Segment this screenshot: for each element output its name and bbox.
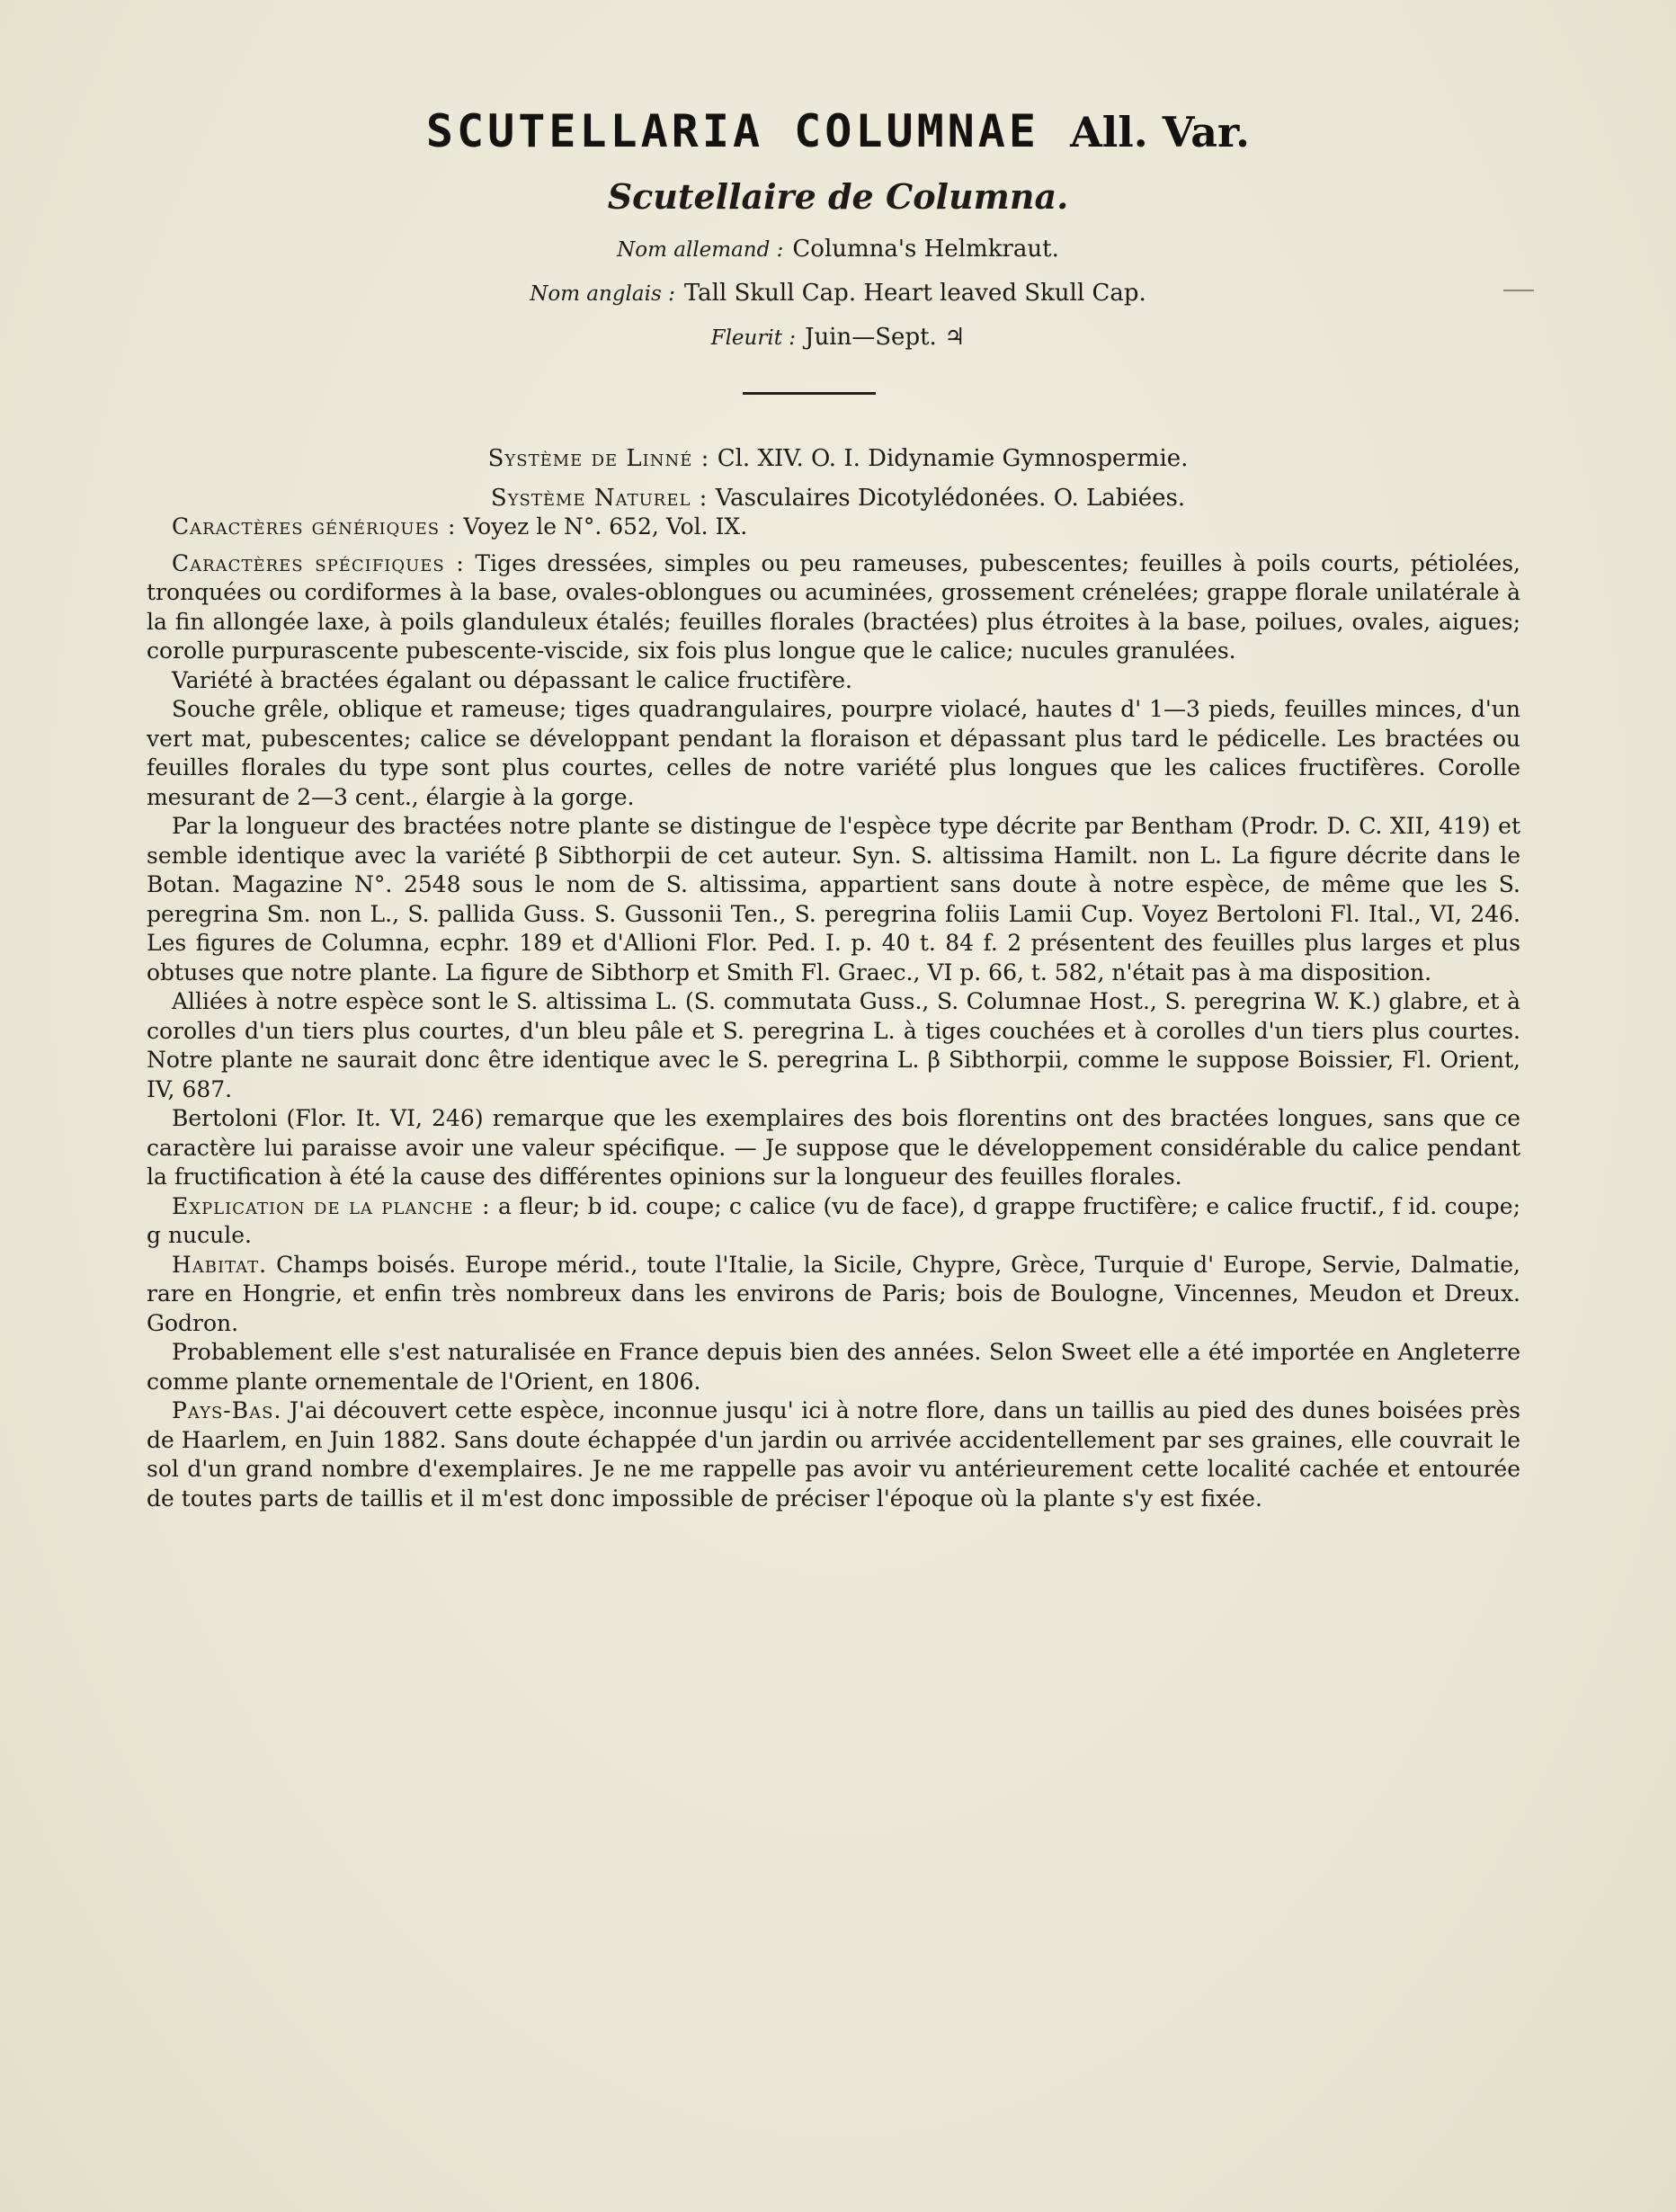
english-name-line [0,272,1676,316]
habitat-text: Champs boisés. Europe mérid., toute l'Italie, la Sicile, Chypre, Grèce, Turquie d' Europe, Servie, Dalmatie, rare en Hongrie, et enfin très nombreux dans les environs de Paris; bois de Boulogne, Vincennes, Meudon et Dreux. Godron. [147,1251,1520,1336]
bract-length-paragraph: Par la longueur des bractées notre plante se distingue de l'espèce type décrite par Bentham (Prodr. D. C. XII, 419) et semble identique avec la variété β Sibthorpii de cet auteur. Syn. S. altissima Hamilt. non L. La figure décrite dans le Botan. Magazine N°. 2548 sous le nom de S. altissima, appartient sans doute à notre espèce, de même que les S. peregrina Sm. non L., S. pallida Guss. S. Gussonii Ten., S. peregrina foliis Lamii Cup. Voyez Bertoloni Fl. Ital., VI, 246. Les figures de Columna, ecphr. 189 et d'Allioni Flor. Ped. I. p. 40 t. 84 f. 2 présentent des feuilles plus larges et plus obtuses que notre plante. La figure de Sibthorp et Smith Fl. Graec., VI p. 66, t. 582, n'était pas à ma disposition. [147,813,1520,986]
bertoloni-paragraph: Bertoloni (Flor. It. VI, 246) remarque que les exemplaires des bois florentins ont des bractées longues, sans que ce caractère lui paraisse avoir une valeur spécifique. — Je suppose que le développement considérable du calice pendant la fructification à été la cause des différentes opinions sur la longueur des feuilles florales. [147,1105,1520,1190]
german-name-line [0,227,1676,272]
linne-system-value: Cl. XIV. O. I. Didynamie Gymnospermie. [717,445,1189,472]
natural-system-label: Système Naturel : [490,485,709,512]
description-body [147,513,1520,1513]
title-genus-species: SCUTELLARIA COLUMNAE [425,105,1039,157]
english-name-value: Tall Skull Cap. Heart leaved Skull Cap. [683,280,1146,307]
plate-explanation-text: a fleur; b id. coupe; c calice (vu de face), d grappe fructifère; e calice fructif., f id. coupe; g nucule. [147,1192,1520,1248]
specific-characters-label: Caractères spécifiques : [172,549,465,576]
flowering-value: Juin—Sept. ♃ [805,324,966,351]
stray-mark [1503,290,1534,291]
linne-system-line [0,439,1676,478]
plate-explanation-label: Explication de la planche : [172,1192,491,1219]
specific-characters-paragraph [147,549,1520,666]
divider-rule [743,392,876,395]
english-name-label: Nom anglais : [530,282,675,306]
allied-species-paragraph: Alliées à notre espèce sont le S. altissima L. (S. commutata Guss., S. Columnae Host., S. peregrina W. K.) glabre, et à corolles d'un tiers plus courtes, d'un bleu pâle et S. peregrina L. à tiges couchées et à corolles d'un tiers plus courtes. Notre plante ne saurait donc être identique avec le S. peregrina L. β Sibthorpii, comme le suppose Boissier, Fl. Orient, IV, 687. [147,988,1520,1102]
naturalised-paragraph: Probablement elle s'est naturalisée en France depuis bien des années. Selon Sweet elle a été importée en Angleterre comme plante ornementale de l'Orient, en 1806. [147,1339,1520,1395]
german-name-label: Nom allemand : [617,238,784,262]
natural-system-value: Vasculaires Dicotylédonées. O. Labiées. [715,485,1186,512]
plate-explanation-paragraph [147,1192,1520,1251]
linne-system-label: Système de Linné : [487,445,710,472]
generic-characters-label: Caractères génériques : [172,513,457,540]
habitat-paragraph [147,1251,1520,1339]
habitat-label: Habitat. [172,1251,268,1278]
rootstock-paragraph: Souche grêle, oblique et rameuse; tiges quadrangulaires, pourpre violacé, hautes d' 1—3 pieds, feuilles minces, d'un vert mat, pubescentes; calice se développant pendant la floraison et dépassant plus tard le pédicelle. Les bractées ou feuilles florales du type sont plus courtes, celles de notre variété plus longues que les calices fructifères. Corolle mesurant de 2—3 cent., élargie à la gorge. [147,696,1520,810]
variety-paragraph: Variété à bractées égalant ou dépassant le calice fructifère. [172,666,852,693]
flowering-label: Fleurit : [710,326,797,350]
generic-characters-paragraph [147,513,1520,542]
german-name-value: Columna's Helmkraut. [792,236,1059,263]
netherlands-label: Pays-Bas. [172,1397,282,1423]
french-name: Scutellaire de Columna. [607,176,1069,217]
header [0,99,1676,360]
generic-characters-text: Voyez le N°. 652, Vol. IX. [463,513,748,540]
title-suffix: All. Var. [1070,108,1251,156]
classification-systems [0,439,1676,518]
netherlands-text: J'ai découvert cette espèce, inconnue jusqu' ici à notre flore, dans un taillis au pied des dunes boisées près de Haarlem, en Juin 1882. Sans doute échappée d'un jardin ou arrivée accidentellement par ses graines, elle couvrait le sol d'un grand nombre d'exemplaires. Je ne me rappelle pas avoir vu antérieurement cette localité cachée et entourée de toutes parts de taillis et il m'est donc impossible de préciser l'époque où la plante s'y est fixée. [147,1397,1520,1512]
netherlands-paragraph [147,1396,1520,1513]
flowering-line [0,316,1676,360]
specific-characters-text: Tiges dressées, simples ou peu rameuses, pubescentes; feuilles à poils courts, pétiolées, tronquées ou cordiformes à la base, ovales-oblongues ou acuminées, grossement crénelées; grappe florale unilatérale à la fin allongée laxe, à poils glanduleux étalés; feuilles florales (bractées) plus étroites à la base, poilues, ovales, aigues; corolle purpurascente pubescente-viscide, six fois plus longue que le calice; nucules granulées. [147,549,1520,664]
page-title [0,99,1676,165]
